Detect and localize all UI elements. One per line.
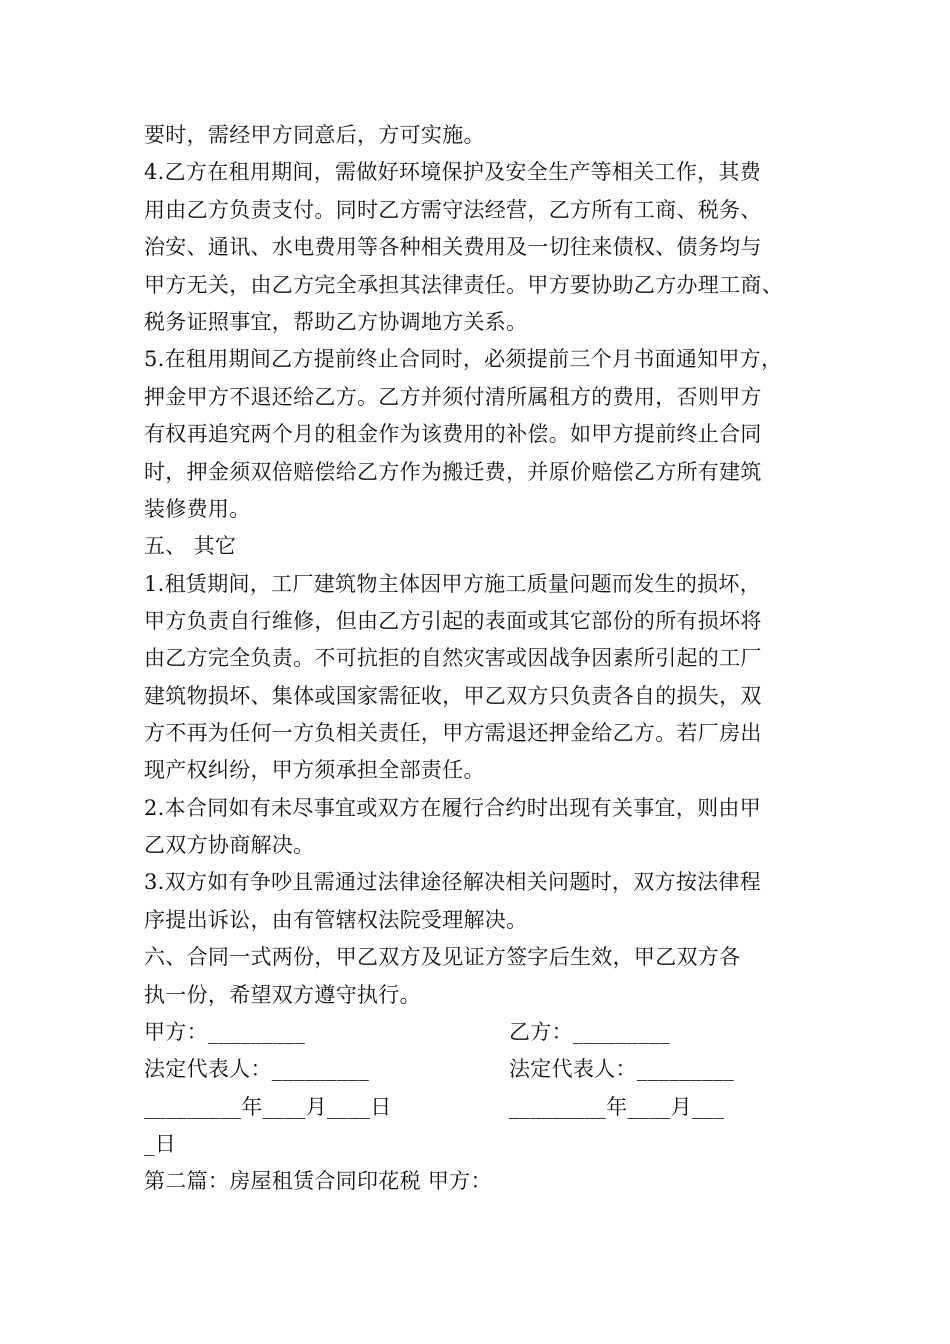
body-line: 装修费用。 [144,497,251,521]
body-line: 序提出诉讼，由有管辖权法院受理解决。 [144,908,528,932]
party-a-legal-rep: 法定代表人：_________ [144,1057,369,1081]
body-line: 有权再追究两个月的租金作为该费用的补偿。如甲方提前终止合同 [144,422,762,446]
body-line: 治安、通讯、水电费用等各种相关费用及一切往来债权、债务均与 [144,235,762,259]
body-line: 甲方负责自行维修，但由乙方引起的表面或其它部份的所有损坏将 [144,609,762,633]
body-line: 建筑物损坏、集体或国家需征收，甲乙双方只负责各自的损失，双 [144,684,762,708]
party-b-date-continued: _日 [144,1132,177,1156]
section-heading: 五、 其它 [144,534,237,558]
body-line: 税务证照事宜，帮助乙方协调地方关系。 [144,310,528,334]
body-line: 4.乙方在租用期间，需做好环境保护及安全生产等相关工作，其费 [144,160,762,184]
body-line: 现产权纠纷，甲方须承担全部责任。 [144,758,485,782]
party-b-date: _________年____月___ [509,1095,725,1119]
party-b-legal-rep: 法定代表人：_________ [509,1057,734,1081]
body-line: 押金甲方不退还给乙方。乙方并须付清所属租方的费用，否则甲方 [144,385,762,409]
body-line: 时，押金须双倍赔偿给乙方作为搬迁费，并原价赔偿乙方所有建筑 [144,460,762,484]
body-line: 要时，需经甲方同意后，方可实施。 [144,123,485,147]
body-line: 2.本合同如有未尽事宜或双方在履行合约时出现有关事宜，则由甲 [144,796,762,820]
body-line: 乙双方协商解决。 [144,833,315,857]
party-a-signature: 甲方：_________ [144,1020,306,1044]
body-line: 六、合同一式两份，甲乙双方及见证方签字后生效，甲乙双方各 [144,945,741,969]
next-section-title: 第二篇：房屋租赁合同印花税 甲方： [144,1169,492,1193]
body-line: 3.双方如有争吵且需通过法律途径解决相关问题时，双方按法律程 [144,870,762,894]
body-line: 1.租赁期间，工厂建筑物主体因甲方施工质量问题而发生的损坏， [144,572,762,596]
party-a-date: _________年____月____日 [144,1095,392,1119]
body-line: 方不再为任何一方负相关责任，甲方需退还押金给乙方。若厂房出 [144,721,762,745]
body-line: 执一份，希望双方遵守执行。 [144,983,421,1007]
body-line: 5.在租用期间乙方提前终止合同时，必须提前三个月书面通知甲方， [144,347,783,371]
body-line: 甲方无关，由乙方完全承担其法律责任。甲方要协助乙方办理工商、 [144,273,783,297]
party-b-signature: 乙方：_________ [509,1020,671,1044]
body-line: 用由乙方负责支付。同时乙方需守法经营，乙方所有工商、税务、 [144,198,762,222]
body-line: 由乙方完全负责。不可抗拒的自然灾害或因战争因素所引起的工厂 [144,646,762,670]
